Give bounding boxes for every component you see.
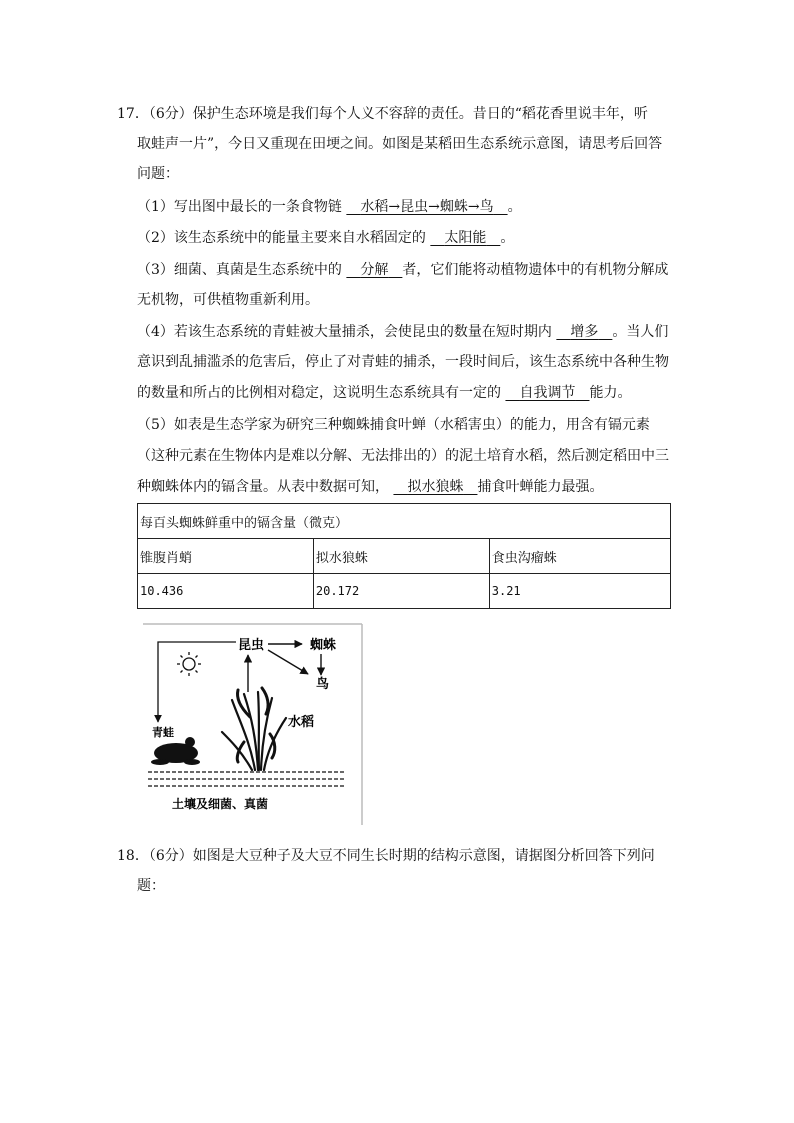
q17-p4-answer-text: 增多	[570, 324, 599, 340]
q18-line-2: 题：	[137, 878, 165, 894]
q17-p5-answer-text: 拟水狼蛛	[407, 479, 464, 495]
table-row-names	[138, 539, 671, 574]
q17-p2-answer-text: 太阳能	[444, 230, 487, 246]
q17-part-1	[137, 197, 522, 217]
q17-p5-line3-text: 种蜘蛛体内的镉含量。从表中数据可知，	[137, 479, 389, 495]
label-frog: 青蛙	[152, 726, 174, 739]
ground-lines	[148, 772, 345, 786]
label-bird: 鸟	[316, 677, 330, 692]
q17-p5-line3-end: 捕食叶蝉能力最强。	[477, 479, 604, 495]
q17-part-5-line-2: （这种元素在生物体内是难以分解、无法排出的）的泥土培育水稻，然后测定稻田中三	[137, 448, 669, 464]
table-header-cell: 每百头蜘蛛鲜重中的镉含量（微克）	[138, 504, 671, 539]
label-insect: 昆虫	[238, 638, 265, 653]
cadmium-table	[137, 503, 671, 609]
sun-icon	[177, 652, 201, 676]
ecosystem-diagram-svg	[140, 622, 365, 827]
q17-p4-line3-answer-text: 自我调节	[519, 385, 576, 401]
table-row-values	[138, 574, 671, 609]
q17-p4-line3-answer	[505, 385, 589, 401]
q17-part-3	[137, 260, 668, 280]
label-rice: 水稻	[288, 715, 315, 730]
q17-p4-line-3	[137, 383, 631, 403]
table-cell-name-2: 拟水狼蛛	[313, 539, 489, 574]
rice-plant-icon	[222, 688, 286, 770]
q17-p1-answer	[346, 199, 507, 215]
arrow-insect-frog	[158, 642, 236, 722]
q17-part-5-line-3	[137, 477, 603, 497]
q17-p2-end: 。	[500, 230, 515, 246]
q17-line-1: 17．（6分）保护生态环境是我们每个人义不容辞的责任。昔日的“稻花香里说丰年，听	[117, 106, 648, 122]
q17-p1-answer-text: 水稻→昆虫→蜘蛛→鸟	[360, 199, 494, 215]
q17-p3-line-2: 无机物，可供植物重新利用。	[137, 292, 319, 308]
q17-p4-line3-end: 能力。	[589, 385, 632, 401]
table-header-row	[138, 504, 671, 539]
table-cell-name-1: 锥腹肖蛸	[138, 539, 314, 574]
table-cell-name-3: 食虫沟瘤蛛	[489, 539, 670, 574]
q17-part-4	[137, 322, 668, 342]
q17-part-2	[137, 228, 514, 248]
q17-p3-question: （3）细菌、真菌是生态系统中的	[137, 262, 342, 278]
q17-p3-rest: 者，它们能将动植物遗体中的有机物分解成	[402, 262, 669, 278]
q17-part-5-line-1: （5）如表是生态学家为研究三种蜘蛛捕食叶蝉（水稻害虫）的能力，用含有镉元素	[137, 417, 650, 433]
table-cell-value-2: 20.172	[313, 574, 489, 609]
frog-icon	[151, 737, 200, 765]
q17-line-2: 取蛙声一片”，今日又重现在田埂之间。如图是某稻田生态系统示意图，请思考后回答	[137, 136, 663, 152]
q17-p4-question: （4）若该生态系统的青蛙被大量捕杀，会使昆虫的数量在短时期内	[137, 324, 552, 340]
q17-p4-answer	[556, 324, 612, 340]
arrow-insect-bird	[268, 650, 308, 674]
table-cell-value-1: 10.436	[138, 574, 314, 609]
q17-line-3: 问题：	[137, 166, 179, 182]
q17-p1-question: （1）写出图中最长的一条食物链	[137, 199, 342, 215]
label-spider: 蜘蛛	[310, 638, 337, 653]
q17-p2-answer	[430, 230, 500, 246]
q17-p4-line-2: 意识到乱捕滥杀的危害后，停止了对青蛙的捕杀，一段时间后，该生态系统中各种生物	[137, 354, 669, 370]
q18-line-1: 18．（6分）如图是大豆种子及大豆不同生长时期的结构示意图，请据图分析回答下列问	[117, 848, 655, 864]
q17-p3-answer-text: 分解	[360, 262, 389, 278]
q17-p4-line3-text: 的数量和所占的比例相对稳定，这说明生态系统具有一定的	[137, 385, 501, 401]
ecosystem-diagram	[140, 622, 365, 827]
label-soil: 土壤及细菌、真菌	[172, 797, 269, 811]
table-cell-value-3: 3.21	[489, 574, 670, 609]
q17-p3-answer	[346, 262, 402, 278]
q17-p1-end: 。	[507, 199, 522, 215]
q17-p4-rest: 。当人们	[612, 324, 669, 340]
q17-p2-question: （2）该生态系统中的能量主要来自水稻固定的	[137, 230, 426, 246]
q17-p5-answer	[393, 479, 477, 495]
